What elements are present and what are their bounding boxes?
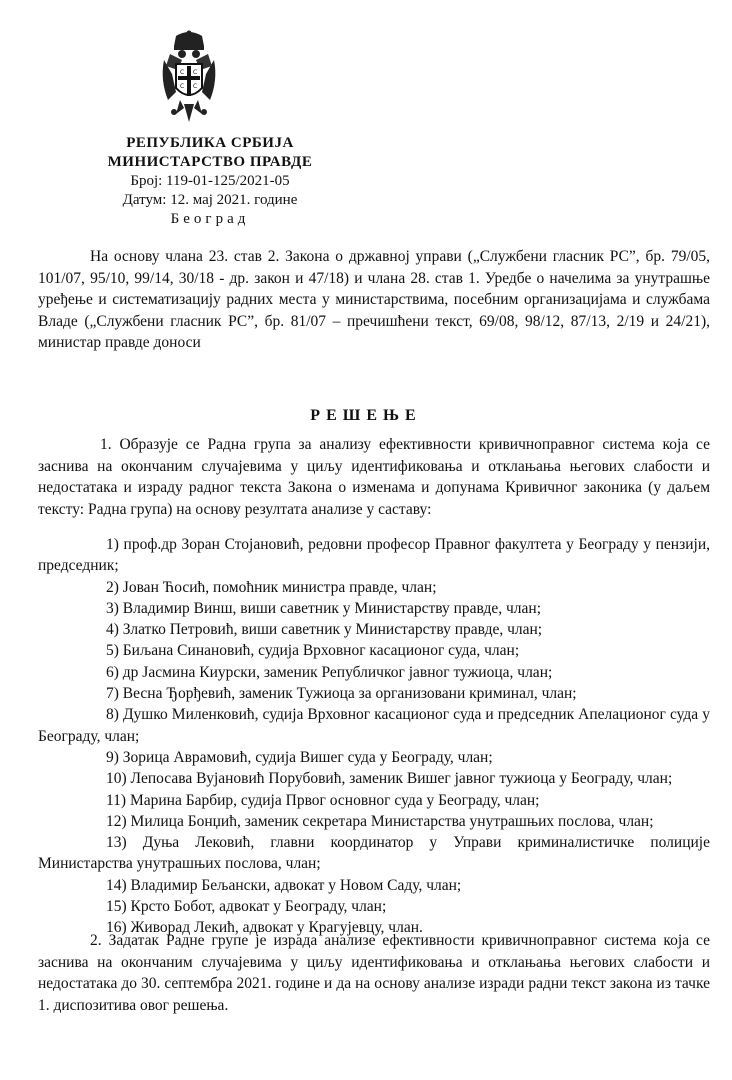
member-item: 6) др Јасмина Киурски, заменик Републичког јавног тужиоца, члан;	[106, 663, 553, 681]
member-item: 14) Владимир Бељански, адвокат у Новом Саду, члан;	[106, 876, 462, 894]
paragraph-2: 2. Задатак Радне групе је израдa анализе ефективности кривичноправног система која се заснива на окончаним случајевима у циљу идентификовања и отклањања његових слабости и недостатака до 30. септембра 2021. године и да на основу анализе изради радни текст закона из тачке 1. диспозитива овог решења.	[38, 932, 710, 1014]
member-item: 9) Зорица Аврамовић, судија Вишег суда у Београду, члан;	[106, 748, 493, 766]
member-item: 13) Дуња Лековић, главни координатор у Управи криминалистичке полиције Министарства унутрашњих послова, члан;	[38, 834, 710, 873]
document-city: Београд	[170, 211, 250, 227]
member-item: 2) Јован Ћосић, помоћник министра правде, члан;	[106, 578, 437, 596]
svg-text:С: С	[193, 69, 198, 76]
member-item: 16) Живорад Лекић, адвокат у Крагујевцу, члан.	[106, 919, 423, 937]
document-header	[60, 134, 360, 229]
working-group-members	[38, 534, 710, 939]
document-number: Број: 119-01-125/2021-05	[130, 173, 290, 189]
svg-text:С: С	[193, 83, 198, 90]
member-item: 11) Марина Барбир, судија Првог основног суда у Београду, члан;	[106, 791, 540, 809]
member-item: 5) Биљана Синановић, судија Врховног касационог суда, члан;	[106, 642, 520, 660]
member-item: 12) Милица Бонџић, заменик секретара Министарства унутрашњих послова, члан;	[106, 812, 654, 830]
document-date: Датум: 12. мај 2021. године	[122, 192, 298, 208]
svg-text:С: С	[180, 69, 185, 76]
serbian-coat-of-arms-icon	[158, 30, 220, 126]
member-item: 7) Весна Ђорђевић, заменик Тужиоца за организовани криминал, члан;	[106, 685, 577, 703]
member-item: 4) Златко Петровић, виши саветник у Министарству правде, члан;	[106, 621, 543, 639]
svg-text:С: С	[180, 83, 185, 90]
ministry-name: МИНИСТАРСТВО ПРАВДЕ	[107, 154, 313, 170]
member-item: 3) Владимир Винш, виши саветник у Министарству правде, члан;	[106, 599, 542, 617]
member-item: 10) Лепосава Вујановић Порубовић, заменик Вишег јавног тужиоца у Београду, члан;	[106, 770, 673, 788]
legal-basis-paragraph: На основу члана 23. став 2. Закона о државној управи („Службени гласник РС”, бр. 79/05, 101/07, 95/10, 99/14, 30/18 - др. закон и 47/18) и члана 28. став 1. Уредбе о начелима за унутрашње уређење и систематизацију радних места у министарствима, посебним организацијама и службама Владе („Службени гласник РС”, бр. 81/07 – пречишћени текст, 69/08, 98/12, 87/13, 2/19 и 24/21), министар правде доноси	[38, 248, 710, 351]
paragraph-1: 1. Образује се Радна група за анализу ефективности кривичноправног система која се заснива на окончаним случајевима у циљу идентификовања и отклањања његових слабости и недостатака и израду радног текста Закона о изменама и допунама Кривичног законика (у даљем тексту: Радна група) на основу резултата анализе у саставу:	[38, 436, 710, 518]
member-item: 8) Душко Миленковић, судија Врховног касационог суда и председник Апелационог суда у Београду, члан;	[38, 706, 710, 745]
member-item: 15) Крсто Бобот, адвокат у Београду, члан;	[106, 898, 387, 916]
member-item: 1) проф.др Зоран Стојановић, редовни професор Правног факултета у Београду у пензији, председник;	[38, 536, 710, 575]
republic-name: РЕПУБЛИКА СРБИЈА	[126, 135, 294, 151]
decision-title: РЕШЕЊЕ	[310, 407, 422, 424]
